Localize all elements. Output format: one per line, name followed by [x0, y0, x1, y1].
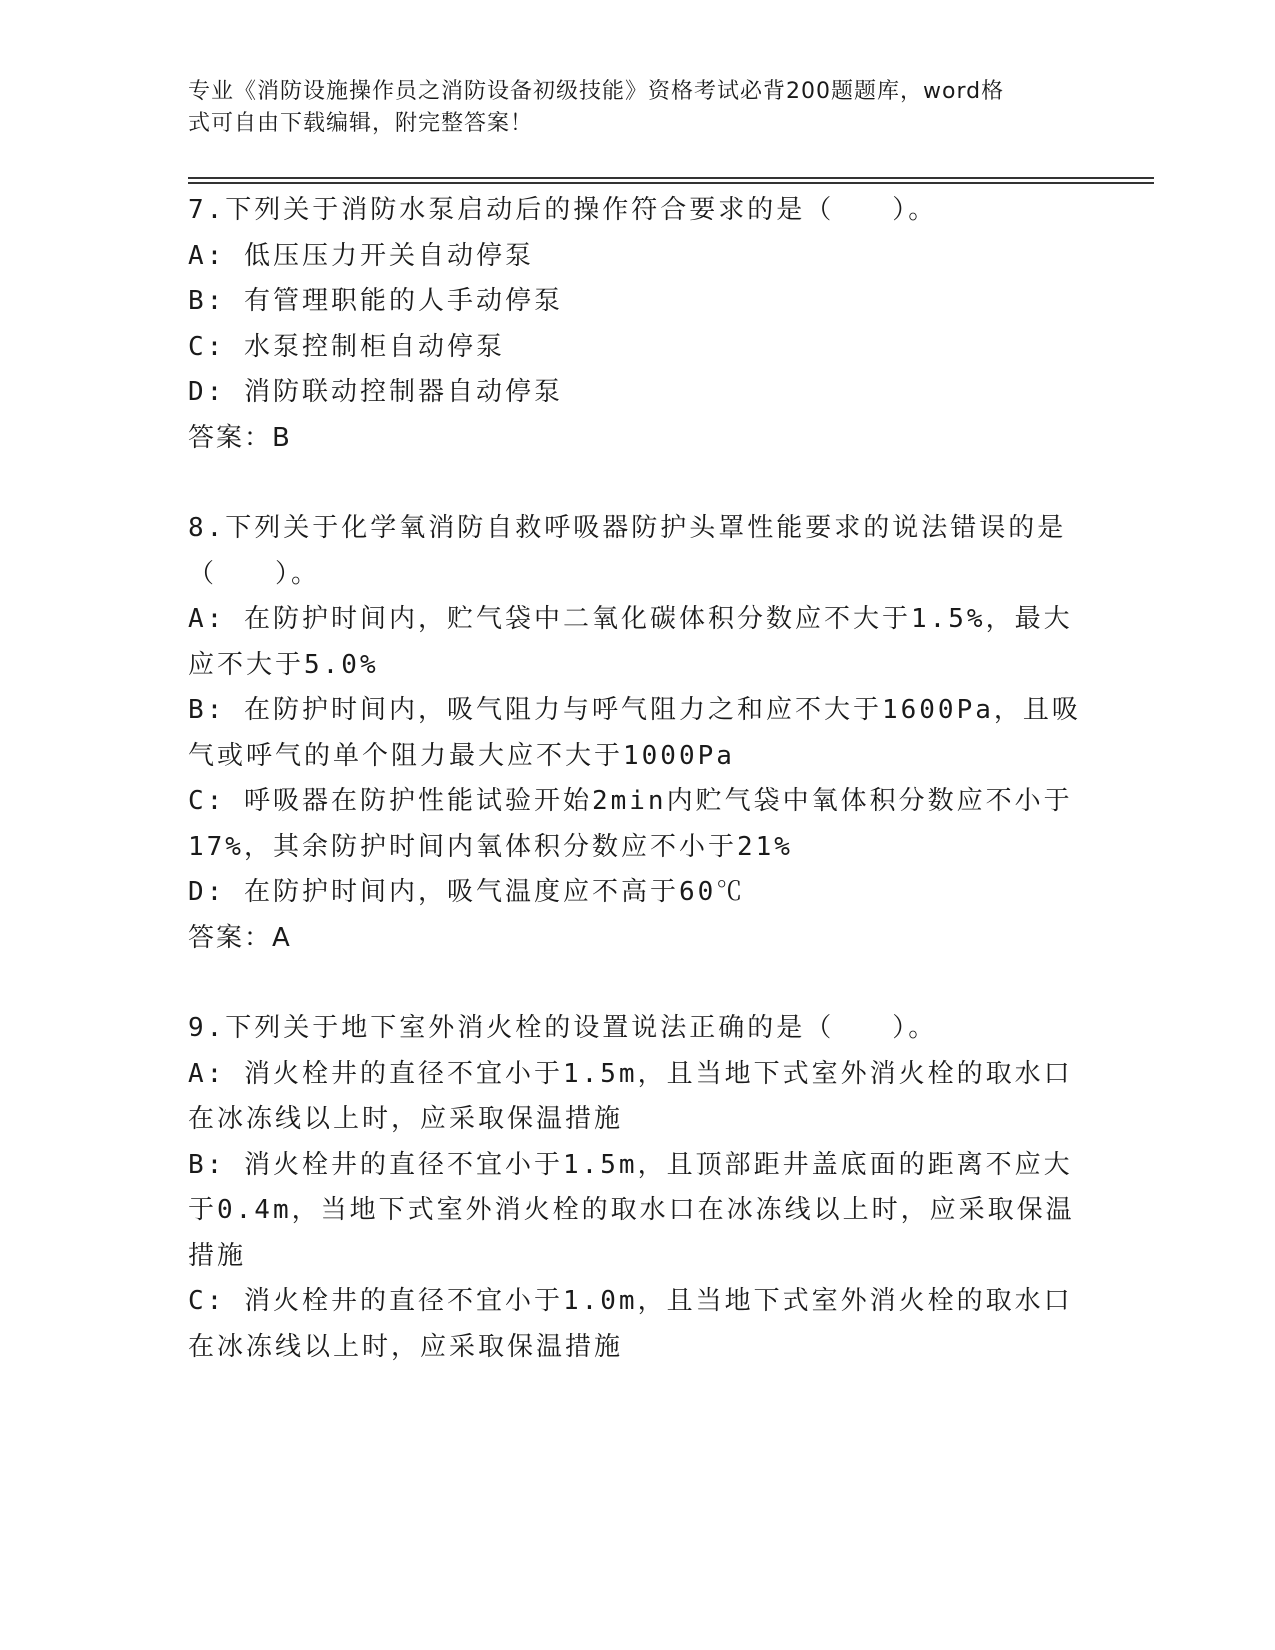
- option-b: B: 消火栓井的直径不宜小于1.5m，且顶部距井盖底面的距离不应大于0.4m，当地下式室外消火栓的取水口在冰冻线以上时，应采取保温措施: [188, 1149, 1075, 1271]
- option-a: A: 低压压力开关自动停泵: [188, 240, 534, 271]
- document-header: [188, 76, 1088, 140]
- header-divider-bottom: [188, 182, 1154, 184]
- option-d: D: 在防护时间内，吸气温度应不高于60℃: [188, 877, 746, 907]
- header-divider-top: [188, 177, 1154, 179]
- question-9: [188, 1006, 1088, 1370]
- option-c: C: 消火栓井的直径不宜小于1.0m，且当地下式室外消火栓的取水口在冰冻线以上时，应采取保温措施: [188, 1286, 1073, 1362]
- question-text: 8.下列关于化学氧消防自救呼吸器防护头罩性能要求的说法错误的是（ ）。: [188, 513, 1067, 589]
- option-b: B: 在防护时间内，吸气阻力与呼气阻力之和应不大于1600Pa，且吸气或呼气的单个阻力最大应不大于1000Pa: [188, 695, 1081, 771]
- header-line-2: 式可自由下载编辑，附完整答案！: [188, 111, 534, 136]
- question-list: [188, 188, 1088, 1415]
- option-b: B: 有管理职能的人手动停泵: [188, 286, 563, 316]
- option-a: A: 在防护时间内，贮气袋中二氧化碳体积分数应不大于1.5%，最大应不大于5.0%: [188, 604, 1073, 680]
- question-text: 7.下列关于消防水泵启动后的操作符合要求的是（ ）。: [188, 195, 938, 225]
- option-d: D: 消防联动控制器自动停泵: [188, 377, 563, 407]
- question-text: 9.下列关于地下室外消火栓的设置说法正确的是（ ）。: [188, 1013, 938, 1043]
- option-a: A: 消火栓井的直径不宜小于1.5m，且当地下式室外消火栓的取水口在冰冻线以上时，应采取保温措施: [188, 1058, 1073, 1134]
- question-8: [188, 506, 1088, 961]
- header-line-1: 专业《消防设施操作员之消防设备初级技能》资格考试必背200题题库，word格: [188, 79, 1005, 104]
- answer: 答案：A: [188, 922, 292, 953]
- answer: 答案：B: [188, 422, 292, 453]
- option-c: C: 水泵控制柜自动停泵: [188, 331, 505, 362]
- option-c: C: 呼吸器在防护性能试验开始2min内贮气袋中氧体积分数应不小于17%，其余防护时间内氧体积分数应不小于21%: [188, 786, 1073, 862]
- question-7: [188, 188, 1088, 461]
